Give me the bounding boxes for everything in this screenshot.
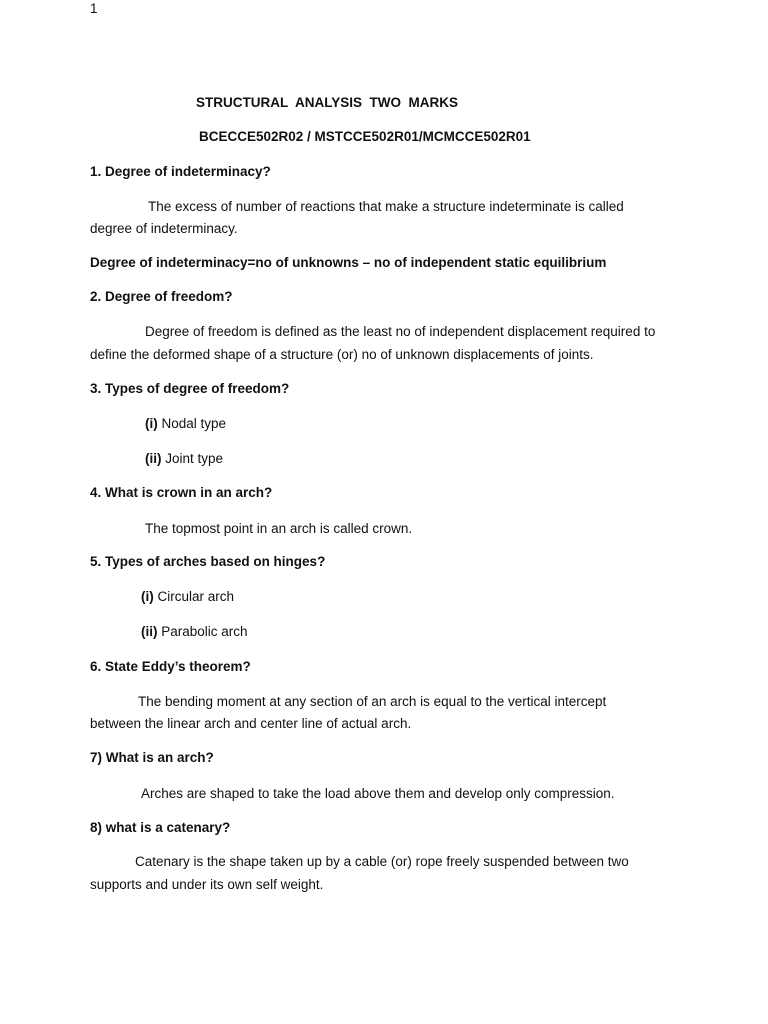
answer-paragraph-cont: define the deformed shape of a structure (or) no of unknown displacements of joints.: [90, 347, 594, 362]
page-number: 1: [90, 1, 98, 16]
answer-paragraph: Degree of freedom is defined as the least no of independent displacement required to: [145, 324, 656, 339]
question-heading: 6. State Eddy’s theorem?: [90, 659, 251, 674]
list-marker: (ii): [145, 451, 162, 466]
formula-line: Degree of indeterminacy=no of unknowns – no of independent static equilibrium: [90, 255, 607, 270]
answer-paragraph: The topmost point in an arch is called crown.: [145, 521, 413, 536]
question-heading: 2. Degree of freedom?: [90, 289, 233, 304]
list-item-text: Nodal type: [157, 416, 227, 431]
list-marker: (i): [145, 416, 158, 431]
answer-paragraph: The excess of number of reactions that make a structure indeterminate is called: [148, 199, 624, 214]
question-heading: 3. Types of degree of freedom?: [90, 381, 290, 396]
list-item: [141, 589, 234, 604]
list-item-text: Circular arch: [153, 589, 235, 604]
document-title: STRUCTURAL ANALYSIS TWO MARKS: [196, 95, 459, 110]
list-item: [141, 624, 248, 639]
list-item: [145, 451, 223, 466]
list-marker: (ii): [141, 624, 158, 639]
answer-paragraph: Arches are shaped to take the load above them and develop only compression.: [141, 786, 615, 801]
list-marker: (i): [141, 589, 154, 604]
answer-paragraph-cont: between the linear arch and center line of actual arch.: [90, 716, 412, 731]
question-heading: 7) What is an arch?: [90, 750, 214, 765]
question-heading: 5. Types of arches based on hinges?: [90, 554, 326, 569]
question-heading: 8) what is a catenary?: [90, 820, 231, 835]
question-heading: 4. What is crown in an arch?: [90, 485, 273, 500]
answer-paragraph-cont: supports and under its own self weight.: [90, 877, 324, 892]
course-codes: BCECCE502R02 / MSTCCE502R01/MCMCCE502R01: [199, 129, 531, 144]
list-item-text: Parabolic arch: [157, 624, 248, 639]
list-item: [145, 416, 226, 431]
answer-paragraph: Catenary is the shape taken up by a cable (or) rope freely suspended between two: [135, 854, 629, 869]
answer-paragraph-cont: degree of indeterminacy.: [90, 221, 238, 236]
question-heading: 1. Degree of indeterminacy?: [90, 164, 271, 179]
list-item-text: Joint type: [161, 451, 224, 466]
answer-paragraph: The bending moment at any section of an arch is equal to the vertical intercept: [138, 694, 607, 709]
